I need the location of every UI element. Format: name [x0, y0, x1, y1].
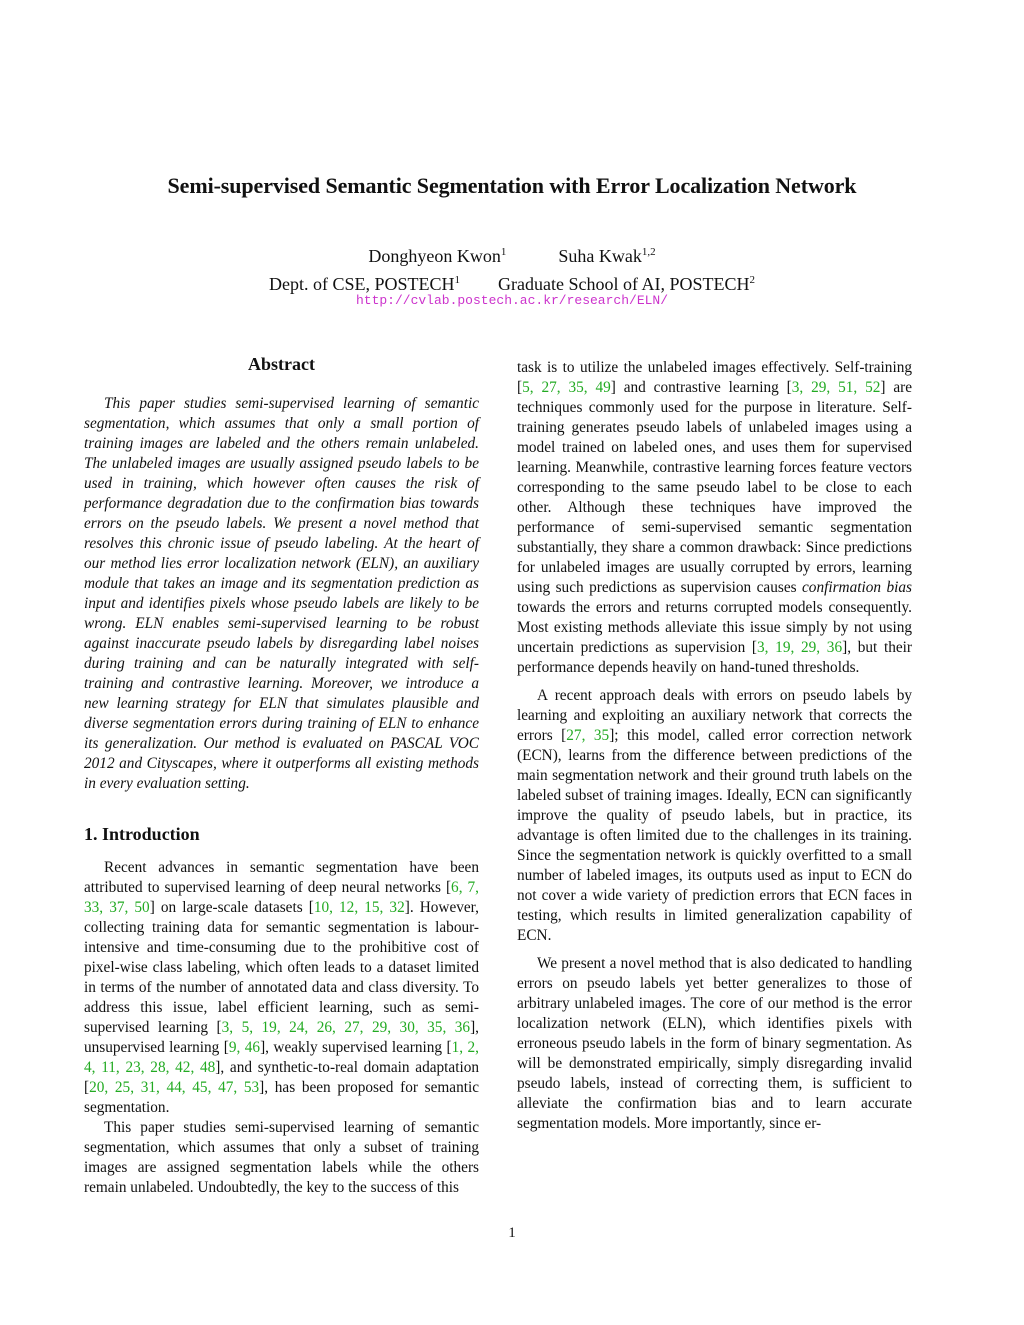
citation-link[interactable]: 3, 5, 19, 24, 26, 27, 29, 30, 35, 36	[221, 1019, 471, 1036]
citation-link[interactable]: 6, 7, 33, 37, 50	[84, 879, 479, 916]
right-column	[517, 358, 912, 1134]
author-superscript: 1,2	[641, 246, 656, 258]
left-column	[84, 354, 479, 1198]
page-number: 1	[508, 1225, 516, 1241]
intro-paragraph-2-start: This paper studies semi-supervised learning of semantic segmentation, which assumes that only a subset of training images are assigned segmentation labels while the others remain unlabeled. Undoubtedly, the key to the success of this	[84, 1119, 479, 1196]
affiliation-superscript: 1	[454, 274, 461, 286]
section-heading-introduction: 1. Introduction	[84, 824, 200, 844]
author-name: Suha Kwak	[558, 246, 642, 266]
affiliation: Dept. of CSE, POSTECH	[269, 274, 455, 294]
affiliation: Graduate School of AI, POSTECH	[498, 274, 750, 294]
affiliations-row	[0, 268, 1024, 296]
affiliation-superscript: 2	[749, 274, 755, 286]
citation-link[interactable]: 3, 29, 51, 52	[791, 379, 881, 396]
citation-link[interactable]: 9, 46	[228, 1039, 261, 1056]
author-names-row	[0, 240, 1024, 268]
abstract-heading: Abstract	[248, 354, 315, 374]
citation-link[interactable]: 10, 12, 15, 32	[313, 899, 405, 916]
paper-title: Semi-supervised Semantic Segmentation with Error Localization Network	[167, 173, 857, 198]
citation-link[interactable]: 5, 27, 35, 49	[522, 379, 611, 396]
intro-paragraph-1: Recent advances in semantic segmentation have been attributed to supervised learning of deep neural networks [6, 7, 33, 37, 50] on large-scale datasets [10, 12, 15, 32]. However, collecting training data for semantic segmentation is labour-intensive and time-consuming due to the prohibitive cost of pixel-wise class labeling, which often leads to a dataset limited in terms of the number of annotated data and class diversity. To address this issue, label efficient learning, such as semi-supervised learning [3, 5, 19, 24, 26, 27, 29, 30, 35, 36], unsupervised learning [9, 46], weakly supervised learning [1, 2, 4, 11, 23, 28, 42, 48], and synthetic-to-real domain adaptation [20, 25, 31, 44, 45, 47, 53], has been proposed for semantic segmentation.	[84, 859, 480, 1116]
intro-paragraph-2-continued: task is to utilize the unlabeled images effectively. Self-training [5, 27, 35, 49] and contrastive learning [3, 29, 51, 52] are techniques commonly used for the purpose in literature. Self-training generates pseudo labels of unlabeled images using a model trained on labeled ones, and uses them for supervised learning. Meanwhile, contrastive learning forces feature vectors corresponding to the same pseudo label to be close to each other. Although these techniques have improved the performance of semi-supervised semantic segmentation substantially, they share a common drawback: Since predictions for unlabeled images are usually corrupted by errors, learning using such predictions as supervision causes confirmation bias towards the errors and returns corrupted models consequently. Most existing methods alleviate this issue simply by not using uncertain predictions as supervision [3, 19, 29, 36], but their performance depends heavily on hand-tuned thresholds.	[517, 359, 912, 676]
emphasis: confirmation bias	[802, 579, 912, 596]
citation-link[interactable]: 3, 19, 29, 36	[757, 639, 843, 656]
citation-link[interactable]: 1, 2, 4, 11, 23, 28, 42, 48	[84, 1039, 479, 1076]
project-url-link[interactable]: http://cvlab.postech.ac.kr/research/ELN/	[355, 293, 669, 308]
author-superscript: 1	[500, 246, 507, 258]
citation-link[interactable]: 27, 35	[566, 727, 610, 744]
intro-paragraph-4: We present a novel method that is also dedicated to handling errors on pseudo labels yet better generalizes to those of arbitrary unlabeled images. The core of our method is the error localization network (ELN), which identifies pixels with erroneous pseudo labels in the form of binary segmentation. As will be demonstrated empirically, simply disregarding invalid pseudo labels, instead of correcting them, is sufficient to alleviate the confirmation bias and to learn accurate segmentation models. More importantly, since er-	[517, 955, 912, 1132]
citation-link[interactable]: 20, 25, 31, 44, 45, 47, 53	[89, 1079, 260, 1096]
abstract-text: This paper studies semi-supervised learning of semantic segmentation, which assumes that only a small portion of training images are labeled and the others remain unlabeled. The unlabeled images are usually assigned pseudo labels to be used in training, which however often causes the risk of performance degradation due to the confirmation bias towards errors on the pseudo labels. We present a novel method that resolves this chronic issue of pseudo labeling. At the heart of our method lies error localization network (ELN), an auxiliary module that takes an image and its segmentation prediction as input and identifies pixels whose pseudo labels are likely to be wrong. ELN enables semi-supervised learning to be robust against inaccurate pseudo labels by disregarding label noises during training and can be naturally integrated with self-training and contrastive learning. Moreover, we introduce a new learning strategy for ELN that simulates plausible and diverse segmentation errors during training of ELN to enhance its generalization. Our method is evaluated on PASCAL VOC 2012 and Cityscapes, where it outperforms all existing methods in every evaluation setting.	[84, 395, 479, 792]
author-name: Donghyeon Kwon	[368, 246, 501, 266]
author-block	[0, 240, 1024, 296]
intro-paragraph-3: A recent approach deals with errors on pseudo labels by learning and exploiting an auxiliary network that corrects the errors [27, 35]; this model, called error correction network (ECN), learns from the difference between predictions of the main segmentation network and their ground truth labels on the labeled subset of training images. Ideally, ECN can significantly improve the quality of pseudo labels, but in practice, its advantage is often limited due to the challenges in its training. Since the segmentation network is quickly overfitted to a small number of labeled images, its outputs used as input to ECN do not cover a wide variety of prediction errors that ECN faces in testing, which results in limited generalization capability of ECN.	[517, 687, 912, 944]
